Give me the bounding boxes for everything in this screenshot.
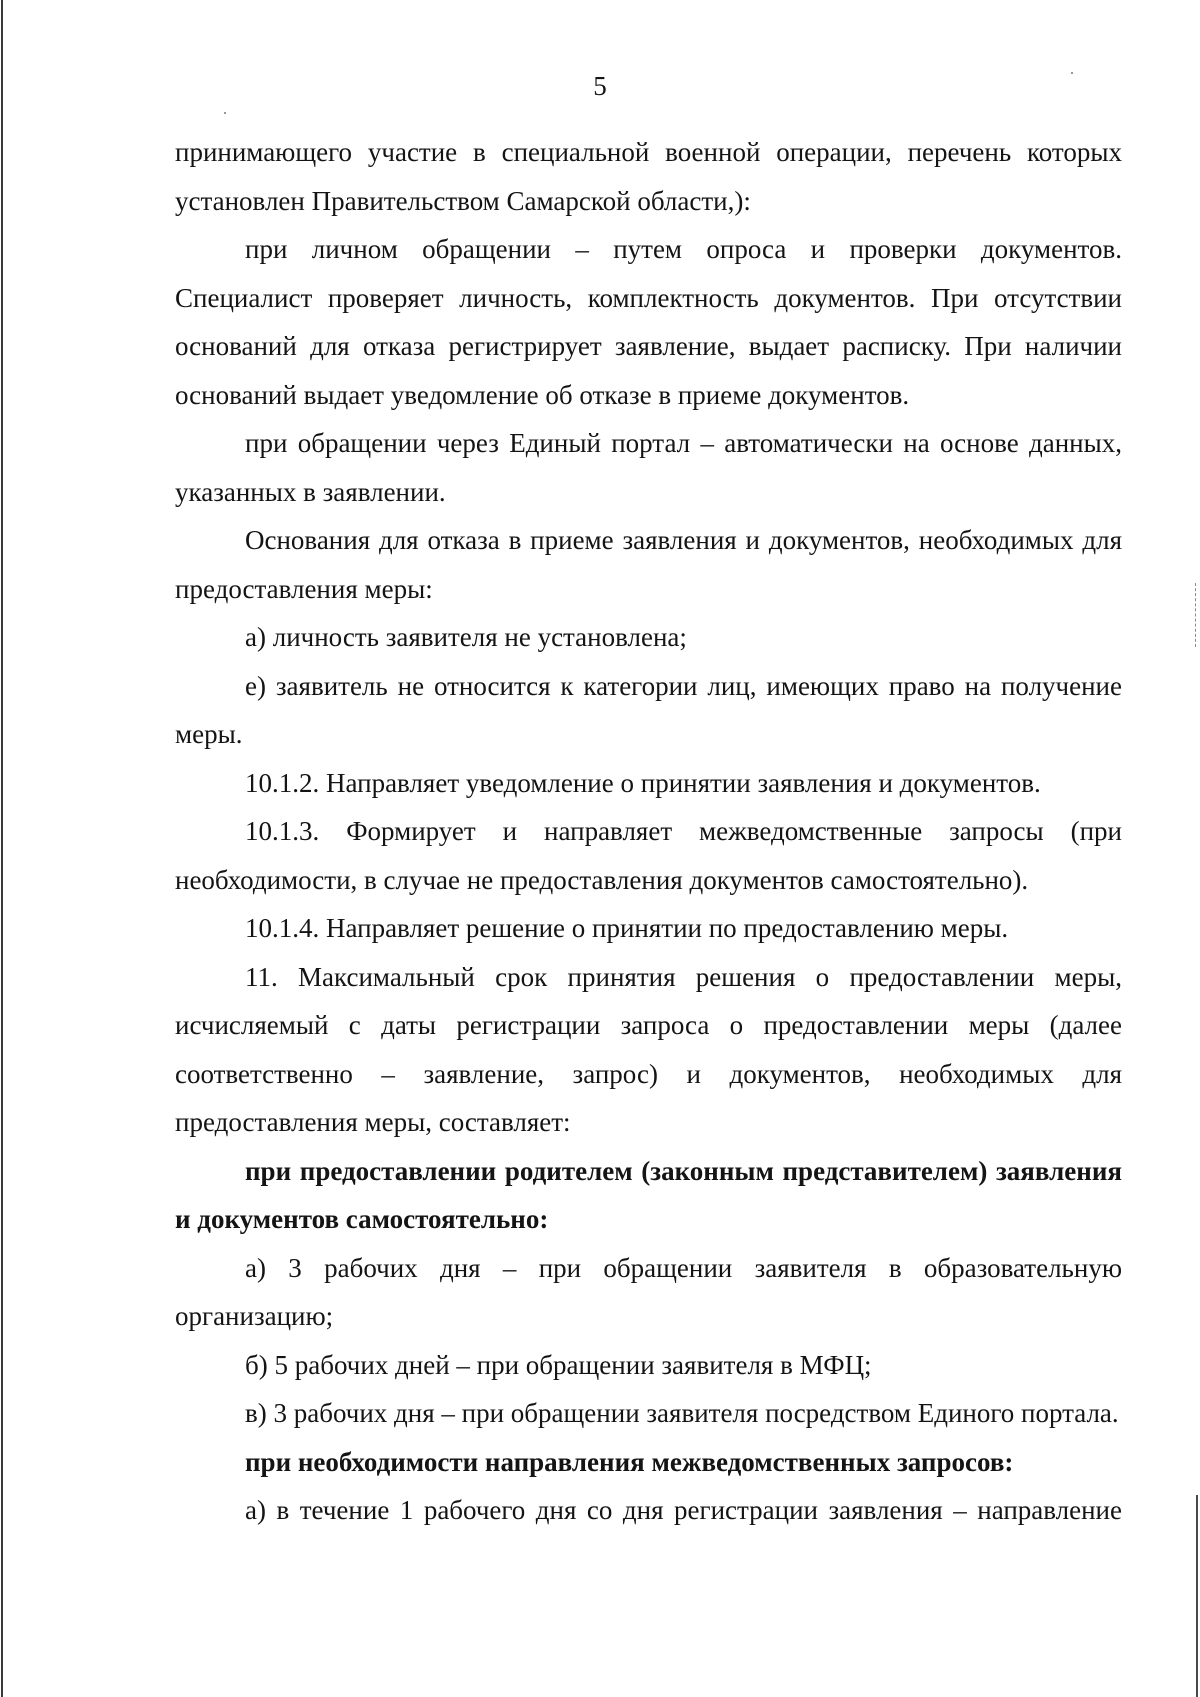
scan-right-mark <box>1195 583 1196 647</box>
scan-right-edge <box>1196 1495 1198 1697</box>
document-body <box>175 128 1122 1535</box>
paragraph: Основания для отказа в приеме заявления и документов, необходимых для предоставления меры: <box>175 525 1122 604</box>
page-number: 5 <box>593 71 607 101</box>
paragraph: при личном обращении – путем опроса и проверки документов. Специалист проверяет личность, комплектность документов. При отсутствии оснований для отказа регистрирует заявление, выдает расписку. При наличии оснований выдает уведомление об отказе в приеме документов. <box>175 234 1122 410</box>
paragraph: при обращении через Единый портал – автоматически на основе данных, указанных в заявлении. <box>175 428 1122 507</box>
scan-speck <box>224 112 226 114</box>
list-item: а) в течение 1 рабочего дня со дня регистрации заявления – направление <box>245 1495 1122 1525</box>
paragraph: 10.1.3. Формирует и направляет межведомственные запросы (при необходимости, в случае не предоставления документов самостоятельно). <box>175 816 1122 895</box>
bold-heading: при необходимости направления межведомственных запросов: <box>245 1446 1014 1477</box>
list-item: б) 5 рабочих дней – при обращении заявителя в МФЦ; <box>245 1349 872 1380</box>
list-item: е) заявитель не относится к категории лиц, имеющих право на получение меры. <box>175 670 1122 749</box>
paragraph: 10.1.4. Направляет решение о принятии по предоставлению меры. <box>245 913 1009 943</box>
paragraph: принимающего участие в специальной военной операции, перечень которых установлен Правительством Самарской области,): <box>175 137 1122 216</box>
list-item: в) 3 рабочих дня – при обращении заявителя посредством Единого портала. <box>245 1398 1119 1428</box>
list-item: а) 3 рабочих дня – при обращении заявителя в образовательную организацию; <box>175 1252 1122 1331</box>
paragraph: 10.1.2. Направляет уведомление о принятии заявления и документов. <box>245 767 1041 798</box>
list-item: а) личность заявителя не установлена; <box>245 622 687 652</box>
scan-left-edge <box>1 0 3 1697</box>
bold-heading: при предоставлении родителем (законным представителем) заявления и документов самостоятельно: <box>175 1155 1122 1234</box>
paragraph: 11. Максимальный срок принятия решения о предоставлении меры, исчисляемый с даты регистрации запроса о предоставлении меры (далее соответственно – заявление, запрос) и документов, необходимых для предоставления меры, составляет: <box>175 961 1122 1137</box>
